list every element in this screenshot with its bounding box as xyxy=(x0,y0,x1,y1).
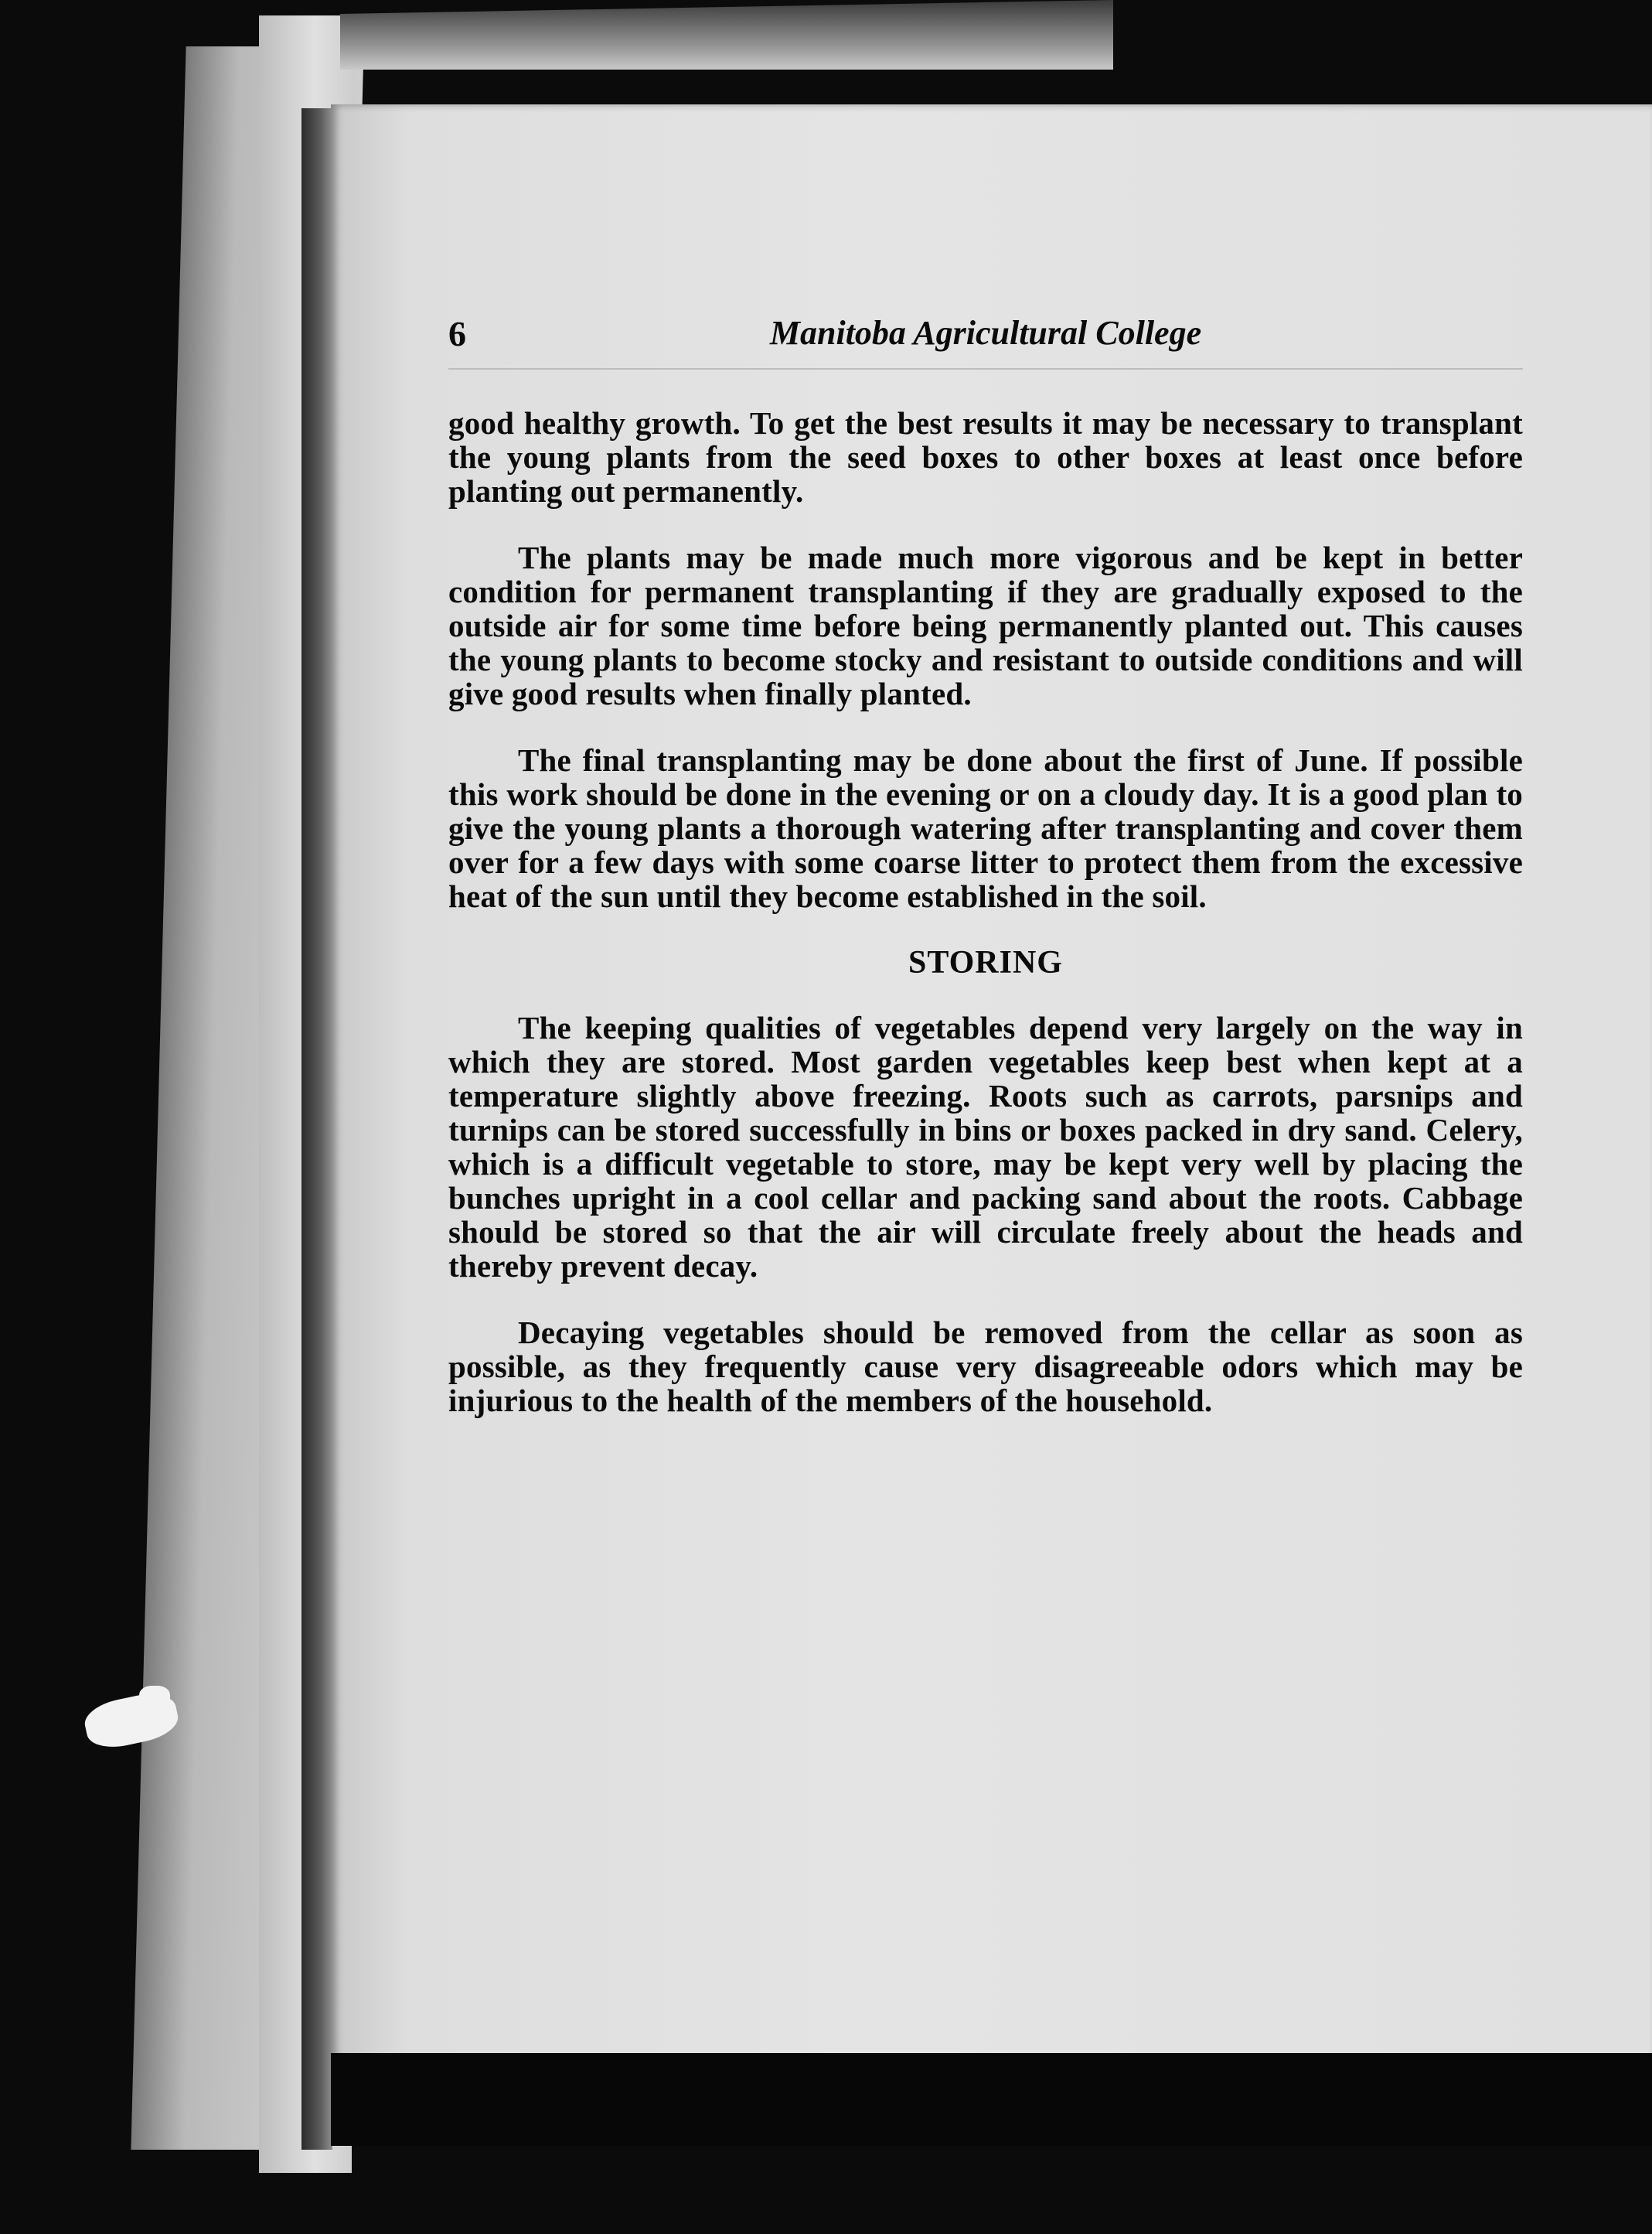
paragraph: The keeping qualities of vegetables depend very largely on the way in which they are stored. Most garden vegetables keep best when kept at a temperature slightly above freezing. Roots such as carrots, parsnips and turnips can be stored successfully in bins or boxes packed in dry sand. Celery, which is a difficult vegetable to store, may be kept very well by placing the bunches upright in a cool cellar and packing sand about the roots. Cabbage should be stored so that the air will circulate freely about the heads and thereby prevent decay. xyxy=(448,1010,1523,1284)
section-heading: STORING xyxy=(908,945,1063,981)
page-number: 6 xyxy=(448,314,466,353)
page-header xyxy=(448,313,1523,367)
binding-shadow xyxy=(301,108,332,2150)
header-rule xyxy=(448,368,1523,370)
paragraph: The final transplanting may be done about the first of June. If possible this work should be done in the evening or on a cloudy day. It is a good plan to give the young plants a thorough watering after transplanting and cover them over for a few days with some coarse litter to protect them from the excessive heat of the sun until they become established in the soil. xyxy=(448,742,1523,914)
paragraph: good healthy growth. To get the best results it may be necessary to transplant the young plants from the seed boxes to other boxes at least once before planting out permanently. xyxy=(448,405,1523,509)
page-bottom-shadow xyxy=(331,2053,1652,2146)
running-head: Manitoba Agricultural College xyxy=(769,314,1202,352)
page-top-edge xyxy=(340,0,1113,70)
paragraph: Decaying vegetables should be removed from the cellar as soon as possible, as they frequently cause very disagreeable odors which may be injurious to the health of the members of the household. xyxy=(448,1315,1523,1418)
paragraph: The plants may be made much more vigorous and be kept in better condition for permanent transplanting if they are gradually exposed to the outside air for some time before being permanently planted out. This causes the young plants to become stocky and resistant to outside conditions and will give good results when finally planted. xyxy=(448,540,1523,711)
scan-speck xyxy=(139,1686,170,1709)
page-body xyxy=(448,406,1523,1450)
